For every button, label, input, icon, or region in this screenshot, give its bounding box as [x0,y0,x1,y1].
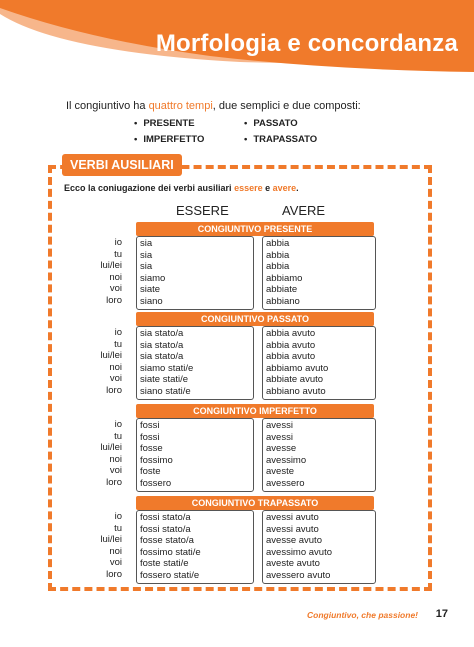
essere-form: fossi stato/a [140,512,191,523]
page-title: Morfologia e concordanza [155,30,458,57]
box-label: VERBI AUSILIARI [62,154,182,176]
avere-form: abbiate avuto [266,374,324,386]
avere-form: abbia [266,249,290,261]
pronoun-label: loro [106,477,122,488]
tense-item: • PRESENTE [134,118,195,129]
essere-form: fosse [140,443,163,455]
avere-forms-box [262,418,376,492]
essere-form: fossero [140,478,172,489]
essere-form: fossero stati/e [140,570,200,581]
tense-item: • PASSATO [244,118,298,129]
pronoun-label: io [114,237,122,248]
avere-form: abbiano avuto [266,386,326,397]
section-title: CONGIUNTIVO TRAPASSATO [136,496,374,510]
pronoun-label: io [114,327,122,338]
pronoun-label: tu [114,522,122,534]
conjugation-section [66,496,386,588]
pronoun-label: noi [109,361,122,373]
avere-form: abbia avuto [266,339,316,351]
avere-form: avesse [266,443,297,455]
tense-item: • TRAPASSATO [244,134,317,145]
pronoun-label: tu [114,430,122,442]
pronoun-label: lui/lei [100,260,122,272]
avere-form: avessi [266,420,293,431]
pronoun-label: tu [114,248,122,260]
avere-form: abbiamo [266,272,303,284]
essere-form: sia [140,238,153,249]
intro-before: Il congiuntivo ha [66,100,149,112]
essere-form: sia [140,249,153,261]
essere-form: sia stato/a [140,328,184,339]
pronoun-label: voi [109,557,122,569]
essere-forms-box [136,418,254,492]
pronoun-label: noi [109,545,122,557]
essere-form: siamo [140,272,166,284]
essere-form: foste [140,466,161,478]
avere-form: abbiate [266,284,298,296]
essere-form: siano [140,296,163,307]
avere-forms-box [262,236,376,310]
box-subtitle [64,183,299,193]
essere-form: siamo stati/e [140,362,194,374]
subtitle-before: Ecco la coniugazione dei verbi ausiliari [64,183,235,193]
conjugation-section [66,312,386,404]
essere-form: fossimo [140,454,173,466]
avere-form: avessi [266,431,293,443]
pronoun-label: noi [109,271,122,283]
conjugation-section [66,222,386,314]
column-header-essere: ESSERE [176,203,229,218]
pronoun-label: noi [109,453,122,465]
section-title: CONGIUNTIVO PASSATO [136,312,374,326]
avere-form: aveste avuto [266,558,320,570]
pronoun-label: loro [106,569,122,580]
intro-after: , due semplici e due composti: [212,100,361,112]
essere-forms-box [136,326,254,400]
avere-forms-box [262,510,376,584]
essere-form: fossi [140,420,160,431]
avere-form: avessi avuto [266,512,319,523]
avere-form: avessi avuto [266,523,319,535]
essere-form: foste stati/e [140,558,189,570]
pronoun-label: voi [109,283,122,295]
pronoun-label: lui/lei [100,350,122,362]
essere-forms-box [136,236,254,310]
pronoun-label: loro [106,295,122,306]
avere-form: avesse avuto [266,535,322,547]
avere-form: abbia [266,261,290,273]
conjugation-section [66,404,386,496]
essere-form: siate [140,284,161,296]
essere-form: sia stato/a [140,351,184,363]
section-title: CONGIUNTIVO PRESENTE [136,222,374,236]
avere-form: abbia avuto [266,328,316,339]
avere-form: avessero avuto [266,570,331,581]
pronoun-label: loro [106,385,122,396]
avere-form: avessimo avuto [266,546,333,558]
avere-form: abbiano [266,296,300,307]
avere-form: avessero [266,478,305,489]
essere-form: fossi stato/a [140,523,191,535]
section-title: CONGIUNTIVO IMPERFETTO [136,404,374,418]
pronoun-label: io [114,511,122,522]
essere-form: fossi [140,431,160,443]
page-number: 17 [435,608,448,620]
essere-form: fosse stato/a [140,535,194,547]
essere-form: sia [140,261,153,273]
essere-form: siate stati/e [140,374,189,386]
pronoun-label: voi [109,465,122,477]
avere-form: abbia [266,238,290,249]
column-header-avere: AVERE [282,203,326,218]
avere-form: abbiamo avuto [266,362,329,374]
avere-form: avessimo [266,454,307,466]
tense-item: • IMPERFETTO [134,134,204,145]
avere-form: abbia avuto [266,351,316,363]
pronoun-label: lui/lei [100,442,122,454]
subtitle-avere: avere [272,183,297,193]
page-header [0,0,474,80]
avere-forms-box [262,326,376,400]
essere-form: siano stati/e [140,386,191,397]
essere-form: sia stato/a [140,339,184,351]
intro-highlight: quattro tempi [148,100,213,112]
subtitle-essere: essere [234,183,263,193]
pronoun-label: io [114,419,122,430]
pronoun-label: voi [109,373,122,385]
intro-text [66,100,361,112]
subtitle-after: . [296,183,299,193]
footer-tagline: Congiuntivo, che passione! [307,610,418,620]
essere-forms-box [136,510,254,584]
pronoun-label: tu [114,338,122,350]
essere-form: fossimo stati/e [140,546,201,558]
subtitle-mid: e [262,183,273,193]
pronoun-label: lui/lei [100,534,122,546]
avere-form: aveste [266,466,294,478]
